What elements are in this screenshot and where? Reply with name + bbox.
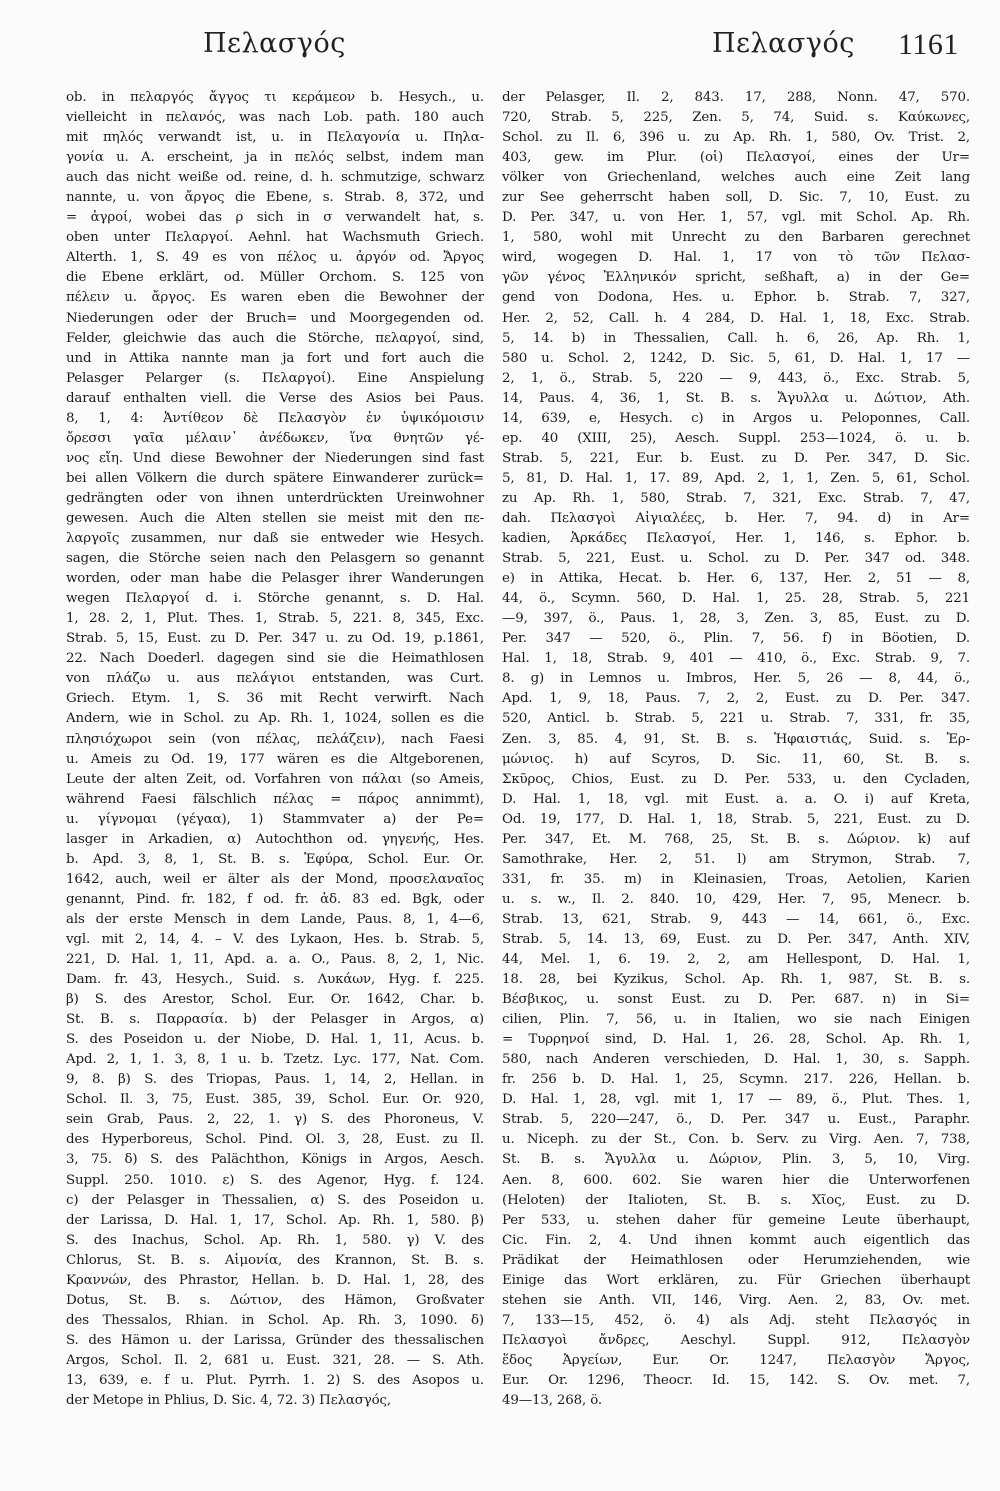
text-line: ἕδος Ἀργείων, Eur. Or. 1247, Πελασγὸν Ἄργος, [502,1352,970,1368]
right-column [502,88,970,1411]
text-line: Strab. 5, 221, Eur. b. Eust. zu D. Per. 347, D. Sic. [502,450,970,466]
text-line: Dotus, St. B. s. Δώτιον, des Hämon, Großvater [66,1292,484,1308]
text-line: γῶν γένος Ἑλληνικόν spricht, seßhaft, a) in der Ge= [502,270,970,286]
text-line: 580, nach Anderen verschieden, D. Hal. 1, 30, s. Sapph. [502,1052,970,1068]
text-line: von πλάζω u. aus πελάγιοι entstanden, was Curt. [66,671,484,687]
text-line: wird, wogegen D. Hal. 1, 17 von τὸ τῶν Πελασ- [502,250,970,266]
text-line: β) S. des Arestor, Schol. Eur. Or. 1642, Char. b. [66,992,484,1008]
text-line: ὄρεσσι γαῖα μέλαιν᾽ ἀνέδωκεν, ἵνα θνητῶν γέ- [66,430,484,446]
text-line: ep. 40 (XIII, 25), Aesch. Suppl. 253—1024, ö. u. b. [502,430,970,446]
text-line: 13, 639, e. f u. Plut. Pyrrh. 1. 2) S. des Asopos u. [66,1373,484,1388]
text-line: Chlorus, St. B. s. Αἱμονία, des Krannon, St. B. s. [66,1252,484,1268]
text-line: Σκῦρος, Chios, Eust. zu D. Per. 533, u. den Cycladen, [502,771,970,787]
text-line: Leute der alten Zeit, od. Vorfahren von πάλαι (so Ameis, [66,771,484,787]
text-line: D. Hal. 1, 28, vgl. mit 1, 17 — 89, ö., Plut. Thes. 1, [502,1092,970,1108]
text-line: lasger in Arkadien, α) Autochthon od. γηγενής, Hes. [66,831,484,847]
text-line: nannte, u. von ἄργος die Ebene, s. Strab. 8, 372, und [66,190,484,206]
text-line: darauf enthalten viell. die Verse des Asios bei Paus. [66,390,484,406]
text-line: Schol. zu Il. 6, 396 u. zu Ap. Rh. 1, 580, Ov. Trist. 2, [502,130,970,146]
text-line: dah. Πελασγοὶ Αἰγιαλέες, b. Her. 7, 94. d) in Ar= [502,510,970,526]
text-line: als der erste Mensch in dem Lande, Paus. 8, 1, 4—6, [66,911,484,927]
text-line: St. B. s. Ἄγυλλα u. Δώριον, Plin. 3, 5, 10, Virg. [502,1152,970,1168]
text-line: bei allen Völkern die durch spätere Einwanderer zurück= [66,470,484,486]
text-line: 44, Mel. 1, 6. 19. 2, 2, am Hellespont, D. Hal. 1, [502,952,970,968]
text-line: zur See geherrscht haben soll, D. Sic. 7, 10, Eust. zu [502,190,970,206]
text-line: 580 u. Schol. 2, 1242, D. Sic. 5, 61, D. Hal. 1, 17 — [502,350,970,366]
text-line: der Larissa, D. Hal. 1, 17, Schol. Ap. Rh. 1, 580. β) [66,1212,484,1228]
text-line: Dam. fr. 43, Hesych., Suid. s. Λυκάων, Hyg. f. 225. [66,972,484,988]
text-line: oben unter Πελαργοί. Aehnl. hat Wachsmuth Griech. [66,230,484,246]
text-line: stehen sie Anth. VII, 146, Virg. Aen. 2, 83, Ov. met. [502,1292,970,1308]
text-line: μώνιος. h) auf Scyros, D. Sic. 11, 60, St. B. s. [502,751,970,767]
text-line: während Faesi fälschlich πέλας = πάρος annimmt), [66,791,484,807]
text-line: S. des Inachus, Schol. Ap. Rh. 1, 580. γ) V. des [66,1232,484,1248]
text-line: = Τυρρηνοί sind, D. Hal. 1, 26. 28, Schol. Ap. Rh. 1, [502,1032,970,1048]
text-line: 7, 133—15, 452, ö. 4) als Adj. steht Πελασγός in [502,1312,970,1328]
text-line: sagen, die Störche seien nach den Pelasgern so genannt [66,551,484,567]
text-line: Andern, wie in Schol. zu Ap. Rh. 1, 1024, sollen es die [66,711,484,727]
text-line: 331, fr. 35. m) in Kleinasien, Troas, Aetolien, Karien [502,871,970,887]
text-line: 403, gew. im Plur. (οἱ) Πελασγοί, eines der Ur= [502,150,970,166]
text-line: Niederungen oder der Bruch= und Moorgegenden od. [66,310,484,326]
text-line: νος εἴη. Und diese Bewohner der Niederungen sind fast [66,450,484,466]
text-line: vielleicht in πελανός, was nach Lob. path. 180 auch [66,110,484,126]
text-line: auch das nicht weiße od. reine, d. h. schmutzige, schwarz [66,170,484,186]
text-line: 520, Anticl. b. Strab. 5, 221 u. Strab. 7, 331, fr. 35, [502,711,970,727]
text-line: gedrängten oder von ihnen unterdrückten Ureinwohner [66,490,484,506]
text-line: 5, 81, D. Hal. 1, 17. 89, Apd. 2, 1, 1, Zen. 5, 61, Schol. [502,470,970,486]
text-line: Schol. Il. 3, 75, Eust. 385, 39, Schol. Eur. Or. 920, [66,1092,484,1108]
running-head-right: Πελασγός [712,28,855,59]
left-column [66,88,484,1411]
text-line: Κραννών, des Phrastor, Hellan. b. D. Hal. 1, 28, des [66,1272,484,1288]
text-line: 1, 28. 2, 1, Plut. Thes. 1, Strab. 5, 221. 8, 345, Exc. [66,611,484,627]
text-line: S. des Poseidon u. der Niobe, D. Hal. 1, 11, Acus. b. [66,1032,484,1048]
text-line: der Pelasger, Il. 2, 843. 17, 288, Nonn. 47, 570. [502,90,970,105]
text-line: Strab. 5, 14. 13, 69, Eust. zu D. Per. 347, Anth. XIV, [502,931,970,947]
text-line: Strab. 5, 221, Eust. u. Schol. zu D. Per. 347 od. 348. [502,551,970,567]
text-line: Apd. 2, 1, 1. 3, 8, 1 u. b. Tzetz. Lyc. 177, Nat. Com. [66,1052,484,1068]
text-line: Samothrake, Her. 2, 51. l) am Strymon, Strab. 7, [502,851,970,867]
text-line: genannt, Pind. fr. 182, f od. fr. ἀδ. 83 ed. Bgk, oder [66,891,484,907]
text-line: Prädikat der Heimathlosen oder Herumziehenden, wie [502,1252,970,1268]
text-line: völker von Griechenland, welches auch eine Zeit lang [502,170,970,186]
text-line: 9, 8. β) S. des Triopas, Paus. 1, 14, 2, Hellan. in [66,1072,484,1088]
text-line: des Thessalos, Rhian. in Schol. Ap. Rh. 3, 1090. δ) [66,1312,484,1328]
text-line: Suppl. 250. 1010. ε) S. des Agenor, Hyg. f. 124. [66,1172,484,1188]
text-line: πέλειν u. ἄργος. Es waren eben die Bewohner der [66,290,484,306]
text-line: Felder, gleichwie das auch die Störche, πελαργοί, sind, [66,330,484,346]
text-line: S. des Hämon u. der Larissa, Gründer des thessalischen [66,1332,484,1348]
text-line: D. Hal. 1, 18, vgl. mit Eust. a. a. O. i) auf Kreta, [502,791,970,807]
text-line: D. Per. 347, u. von Her. 1, 57, vgl. mit Schol. Ap. Rh. [502,210,970,226]
text-line: Her. 2, 52, Call. h. 4 284, D. Hal. 1, 18, Exc. Strab. [502,310,970,326]
text-line: sein Grab, Paus. 2, 22, 1. γ) S. des Phoroneus, V. [66,1112,484,1128]
text-line: wegen Πελαργοί d. i. Störche genannt, s. D. Hal. [66,591,484,607]
text-line: 14, 639, e, Hesych. c) in Argos u. Peloponnes, Call. [502,410,970,426]
text-line: 49—13, 268, ö. [502,1393,603,1409]
text-line: Cic. Fin. 2, 4. Und ihnen kommt auch eigentlich das [502,1232,970,1248]
text-line: Zen. 3, 85. 4, 91, St. B. s. Ἡφαιστιάς, Suid. s. Ἑρ- [502,731,970,747]
text-line: 720, Strab. 5, 225, Zen. 5, 74, Suid. s. Καύκωνες, [502,110,970,126]
text-line: und in Attika nannte man ja fort und fort auch die [66,350,484,366]
text-line: 44, ö., Scymn. 560, D. Hal. 1, 25. 28, Strab. 5, 221 [502,591,970,607]
text-line: zu Ap. Rh. 1, 580, Strab. 7, 321, Exc. Strab. 7, 47, [502,490,970,506]
text-line: γονία u. A. erscheint, ja in πελός selbst, indem man [66,150,484,166]
text-line: 3, 75. δ) S. des Palächthon, Königs in Argos, Aesch. [66,1152,484,1168]
text-line: Πελασγοὶ ἄνδρες, Aeschyl. Suppl. 912, Πελασγὸν [502,1332,970,1348]
text-line: worden, oder man habe die Pelasger ihrer Wanderungen [66,571,484,587]
text-line: 8, 1, 4: Ἀντίθεον δὲ Πελασγὸν ἐν ὑψικόμοισιν [66,410,484,426]
text-line: Strab. 5, 15, Eust. zu D. Per. 347 u. zu Od. 19, p.1861, [66,631,484,647]
text-line: u. γίγνομαι (γέγαα), 1) Stammvater a) der Pe= [66,811,484,827]
text-line: Strab. 5, 220—247, ö., D. Per. 347 u. Eust., Paraphr. [502,1112,970,1128]
text-line: St. B. s. Παρρασία. b) der Pelasger in Argos, α) [66,1012,484,1028]
text-line: b. Apd. 3, 8, 1, St. B. s. Ἐφύρα, Schol. Eur. Or. [66,851,484,867]
text-line: u. Niceph. zu der St., Con. b. Serv. zu Virg. Aen. 7, 738, [502,1132,970,1148]
text-line: Einige das Wort erklären, zu. Für Griechen überhaupt [502,1272,970,1288]
text-line: u. Ameis zu Od. 19, 177 wären es die Altgeborenen, [66,751,484,767]
text-line: fr. 256 b. D. Hal. 1, 25, Scymn. 217. 226, Hellan. b. [502,1072,970,1088]
text-line: die Ebene erklärt, od. Müller Orchom. S. 125 von [66,270,484,286]
text-line: 22. Nach Doederl. dagegen sind sie die Heimathlosen [66,651,484,667]
text-line: 1642, auch, weil er älter als der Mond, προσελαναῖος [66,871,484,887]
text-line: 18. 28, bei Kyzikus, Schol. Ap. Rh. 1, 987, St. B. s. [502,972,970,988]
text-line: Per. 347, Et. M. 768, 25, St. B. s. Δώριον. k) auf [502,831,970,847]
text-line: Argos, Schol. Il. 2, 681 u. Eust. 321, 28. — S. Ath. [66,1352,484,1368]
text-line: Apd. 1, 9, 18, Paus. 7, 2, 2, Eust. zu D. Per. 347. [502,691,970,707]
text-line: cilien, Plin. 7, 56, u. in Italien, wo sie nach Einigen [502,1012,970,1028]
text-line: e) in Attika, Hecat. b. Her. 6, 137, Her. 2, 51 — 8, [502,571,970,587]
text-line: 5, 14. b) in Thessalien, Call. h. 6, 26, Ap. Rh. 1, [502,330,970,346]
text-line: gend von Dodona, Hes. u. Ephor. b. Strab. 7, 327, [502,290,970,306]
text-line: 1, 580, wohl mit Unrecht zu den Barbaren gerechnet [502,230,970,246]
text-line: 221, D. Hal. 1, 11, Apd. a. a. O., Paus. 8, 2, 1, Nic. [66,952,484,968]
text-line: Strab. 13, 621, Strab. 9, 443 — 14, 661, ö., Exc. [502,911,970,927]
text-line: Eur. Or. 1296, Theocr. Id. 15, 142. S. Ov. met. 7, [502,1373,970,1388]
text-line: 2, 1, ö., Strab. 5, 220 — 9, 443, ö., Exc. Strab. 5, [502,370,970,386]
text-line: gewesen. Auch die Alten stellen sie meist mit den πε- [66,510,484,526]
text-line: Alterth. 1, S. 49 es von πέλος u. ἀργόν od. Ἄργος [66,250,484,266]
text-line: Per. 347 — 520, ö., Plin. 7, 56. f) in Böotien, D. [502,631,970,647]
text-line: —9, 397, ö., Paus. 1, 28, 3, Zen. 3, 85, Eust. zu D. [502,611,970,627]
running-head-left: Πελασγός [203,28,346,59]
text-line: c) der Pelasger in Thessalien, α) S. des Poseidon u. [66,1192,484,1208]
text-line: Griech. Etym. 1, S. 36 mit Recht verwirft. Nach [66,691,484,707]
text-line: Od. 19, 177, D. Hal. 1, 18, Strab. 5, 221, Eust. zu D. [502,811,970,827]
page-number: 1161 [898,28,959,61]
text-line: Hal. 1, 18, Strab. 9, 401 — 410, ö., Exc. Strab. 9, 7. [502,651,970,667]
text-line: Aen. 8, 600. 602. Sie waren hier die Unterworfenen [502,1172,970,1188]
text-line: kadien, Ἀρκάδες Πελασγοί, Her. 1, 146, s. Ephor. b. [502,531,970,547]
text-line: mit πηλός verwandt ist, u. in Πελαγονία u. Πηλα- [66,130,484,146]
text-line: (Heloten) der Italioten, St. B. s. Χῖος, Eust. zu D. [502,1192,970,1208]
text-line: Pelasger Pelarger (s. Πελαργοί). Eine Anspielung [66,370,484,386]
text-line: πλησιόχωροι sein (von πέλας, πελάζειν), nach Faesi [66,731,484,747]
text-line: ob. in πελαργός ἄγγος τι κεράμεον b. Hesych., u. [66,90,484,105]
text-line: 8. g) in Lemnos u. Imbros, Her. 5, 26 — 8, 44, ö., [502,671,970,687]
text-line: 14, Paus. 4, 36, 1, St. B. s. Ἄγυλλα u. Δώτιον, Ath. [502,390,970,406]
text-line: der Metope in Phlius, D. Sic. 4, 72. 3) Πελασγός, [66,1393,391,1409]
text-line: λαργοῖς zusammen, nur daß sie entweder wie Hesych. [66,531,484,547]
text-line: vgl. mit 2, 14, 4. – V. des Lykaon, Hes. b. Strab. 5, [66,931,484,947]
text-line: Βέσβικος, u. sonst Eust. zu D. Per. 687. n) in Si= [502,992,970,1008]
text-line: Per 533, u. stehen daher für gemeine Leute überhaupt, [502,1212,970,1228]
text-line: = ἀγροί, wobei das ρ sich in σ verwandelt hat, s. [66,210,484,226]
text-line: u. s. w., Il. 2. 840. 10, 429, Her. 7, 95, Menecr. b. [502,891,970,907]
text-line: des Hyperboreus, Schol. Pind. Ol. 3, 28, Eust. zu Il. [66,1132,484,1148]
